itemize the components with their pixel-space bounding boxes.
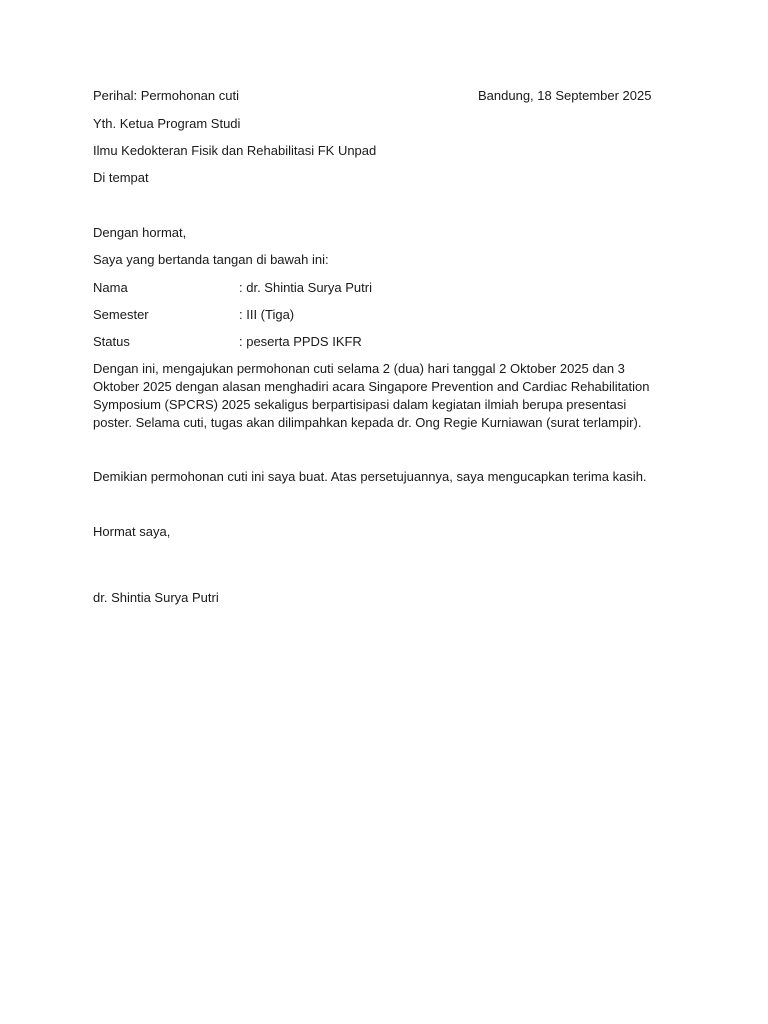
field-value-semester: : III (Tiga) <box>239 307 295 322</box>
field-label-status: Status <box>93 334 130 349</box>
letter-greeting: Dengan hormat, <box>93 225 187 240</box>
letter-body-paragraph <box>93 360 655 432</box>
closing-sentence: Demikian permohonan cuti ini saya buat. Atas persetujuannya, saya mengucapkan terima kasih. <box>93 469 647 484</box>
field-value-status: : peserta PPDS IKFR <box>239 334 362 349</box>
recipient-line-2: Ilmu Kedokteran Fisik dan Rehabilitasi FK Unpad <box>93 143 377 158</box>
letter-intro: Saya yang bertanda tangan di bawah ini: <box>93 252 329 267</box>
recipient-line-3: Di tempat <box>93 170 149 185</box>
body-line-4: poster. Selama cuti, tugas akan dilimpahkan kepada dr. Ong Regie Kurniawan (surat terlampir). <box>93 415 642 430</box>
field-label-semester: Semester <box>93 307 149 322</box>
letter-place-date: Bandung, 18 September 2025 <box>478 88 652 103</box>
signatory-name: dr. Shintia Surya Putri <box>93 590 219 605</box>
letter-subject: Perihal: Permohonan cuti <box>93 88 239 103</box>
letter-closing: Hormat saya, <box>93 524 171 539</box>
field-value-nama: : dr. Shintia Surya Putri <box>239 280 372 295</box>
body-line-2: Oktober 2025 dengan alasan menghadiri acara Singapore Prevention and Cardiac Rehabilitation <box>93 379 650 394</box>
field-label-nama: Nama <box>93 280 128 295</box>
recipient-line-1: Yth. Ketua Program Studi <box>93 116 241 131</box>
body-line-1: Dengan ini, mengajukan permohonan cuti selama 2 (dua) hari tanggal 2 Oktober 2025 dan 3 <box>93 361 625 376</box>
body-line-3: Symposium (SPCRS) 2025 sekaligus berpartisipasi dalam kegiatan ilmiah berupa presentasi <box>93 397 627 412</box>
